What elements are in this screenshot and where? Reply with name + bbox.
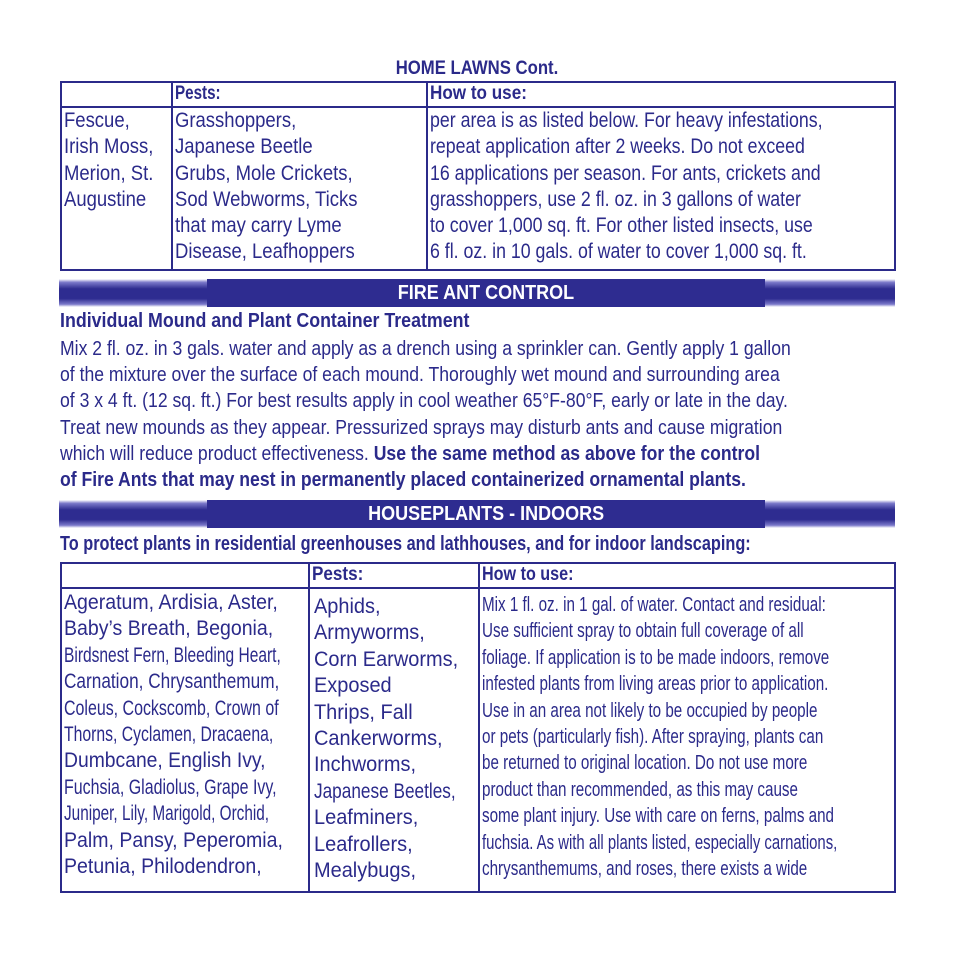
list-item: Fuchsia, Gladiolus, Grape Ivy, xyxy=(64,775,277,799)
list-item: Disease, Leafhoppers xyxy=(175,240,355,264)
paragraph-line: of 3 x 4 ft. (12 sq. ft.) For best results apply in cool weather 65°F-80°F, early or late in the day. xyxy=(60,390,788,413)
lawns-header-how: How to use: xyxy=(427,82,895,107)
list-item: Armyworms, xyxy=(314,621,425,645)
houseplants-how-cell xyxy=(479,588,895,892)
list-item: Grubs, Mole Crickets, xyxy=(175,161,353,185)
list-item: Grasshoppers, xyxy=(175,109,297,132)
paragraph-line: of the mixture over the surface of each mound. Thoroughly wet mound and surrounding area xyxy=(60,364,780,387)
list-item: Dumbcane, English Ivy, xyxy=(64,749,266,773)
list-item: Japanese Beetles, xyxy=(314,779,456,803)
houseplants-banner xyxy=(59,500,895,528)
list-item: foliage. If application is to be made indoors, remove xyxy=(482,646,830,669)
paragraph-text: which will reduce product effectiveness. xyxy=(60,442,374,465)
list-item: Palm, Pansy, Peperomia, xyxy=(64,828,283,852)
houseplants-header-how: How to use: xyxy=(479,563,895,588)
paragraph-line xyxy=(60,467,896,493)
paragraph-bold-text: of Fire Ants that may nest in permanently placed containerized ornamental plants. xyxy=(60,469,746,492)
list-item: Japanese Beetle xyxy=(175,135,313,159)
list-item: repeat application after 2 weeks. Do not exceed xyxy=(430,135,805,159)
paragraph-line: Mix 2 fl. oz. in 3 gals. water and apply as a drench using a sprinkler can. Gently apply 1 gallon xyxy=(60,338,791,360)
list-item: fuchsia. As with all plants listed, especially carnations, xyxy=(482,831,838,854)
list-item: 16 applications per season. For ants, crickets and xyxy=(430,161,821,185)
list-item: Leafminers, xyxy=(314,806,419,830)
houseplants-banner-label: HOUSEPLANTS - INDOORS xyxy=(207,500,765,528)
paragraph-bold-text: Use the same method as above for the control xyxy=(373,442,761,465)
lawns-header-pests: Pests: xyxy=(172,82,427,107)
list-item: Augustine xyxy=(64,187,147,211)
list-item: Corn Earworms, xyxy=(314,647,459,671)
houseplants-plants-cell xyxy=(61,588,309,892)
list-item: or pets (particularly fish). After spraying, plants can xyxy=(482,726,824,749)
list-item: Exposed xyxy=(314,674,392,698)
list-item: Mealybugs, xyxy=(314,859,417,883)
houseplants-header-blank xyxy=(61,563,309,588)
fire-ant-banner xyxy=(59,279,895,307)
lawns-grass-cell xyxy=(61,107,172,270)
fire-ant-banner-label: FIRE ANT CONTROL xyxy=(207,279,765,307)
list-item: Carnation, Chrysanthemum, xyxy=(64,670,280,694)
list-item: Thrips, Fall xyxy=(314,700,413,724)
list-item: Cankerworms, xyxy=(314,727,443,751)
list-item: Use in an area not likely to be occupied by people xyxy=(482,699,818,722)
list-item: Petunia, Philodendron, xyxy=(64,855,262,879)
fire-ant-heading: Individual Mound and Plant Container Treatment xyxy=(60,310,470,332)
list-item: be returned to original location. Do not use more xyxy=(482,752,808,775)
houseplants-table xyxy=(60,562,896,893)
lawns-pests-cell xyxy=(172,107,427,270)
list-item: Mix 1 fl. oz. in 1 gal. of water. Contact and residual: xyxy=(482,594,826,616)
list-item: Juniper, Lily, Marigold, Orchid, xyxy=(64,802,270,826)
list-item: grasshoppers, use 2 fl. oz. in 3 gallons of water xyxy=(430,187,801,211)
list-item: Irish Moss, xyxy=(64,135,154,159)
list-item: Fescue, xyxy=(64,109,130,132)
home-lawns-table xyxy=(60,81,896,271)
list-item: Leafrollers, xyxy=(314,832,413,856)
list-item: Coleus, Cockscomb, Crown of xyxy=(64,696,279,720)
list-item: that may carry Lyme xyxy=(175,214,342,238)
list-item: product than recommended, as this may cause xyxy=(482,778,798,801)
list-item: 6 fl. oz. in 10 gals. of water to cover 1,000 sq. ft. xyxy=(430,240,807,264)
list-item: chrysanthemums, and roses, there exists a wide xyxy=(482,858,808,881)
list-item: Sod Webworms, Ticks xyxy=(175,187,358,211)
list-item: some plant injury. Use with care on ferns, palms and xyxy=(482,805,835,828)
houseplants-intro: To protect plants in residential greenhouses and lathhouses, and for indoor landscaping: xyxy=(60,533,751,555)
list-item: Thorns, Cyclamen, Dracaena, xyxy=(64,723,274,747)
lawns-how-cell xyxy=(427,107,895,270)
home-lawns-title: HOME LAWNS Cont. xyxy=(395,58,559,79)
houseplants-pests-cell xyxy=(309,588,479,892)
list-item: per area is as listed below. For heavy infestations, xyxy=(430,109,823,132)
houseplants-header-pests: Pests: xyxy=(309,563,479,588)
list-item: to cover 1,000 sq. ft. For other listed insects, use xyxy=(430,214,813,238)
list-item: Merion, St. xyxy=(64,161,154,185)
paragraph-line xyxy=(60,441,896,467)
fire-ant-paragraph xyxy=(60,336,896,493)
list-item: Ageratum, Ardisia, Aster, xyxy=(64,591,278,614)
lawns-header-blank xyxy=(61,82,172,107)
list-item: Inchworms, xyxy=(314,753,416,777)
list-item: Use sufficient spray to obtain full coverage of all xyxy=(482,620,804,643)
paragraph-line: Treat new mounds as they appear. Pressurized sprays may disturb ants and cause migration xyxy=(60,416,783,439)
list-item: Baby’s Breath, Begonia, xyxy=(64,617,274,641)
list-item: Aphids, xyxy=(314,595,381,618)
list-item: infested plants from living areas prior to application. xyxy=(482,673,829,696)
list-item: Birdsnest Fern, Bleeding Heart, xyxy=(64,643,281,667)
